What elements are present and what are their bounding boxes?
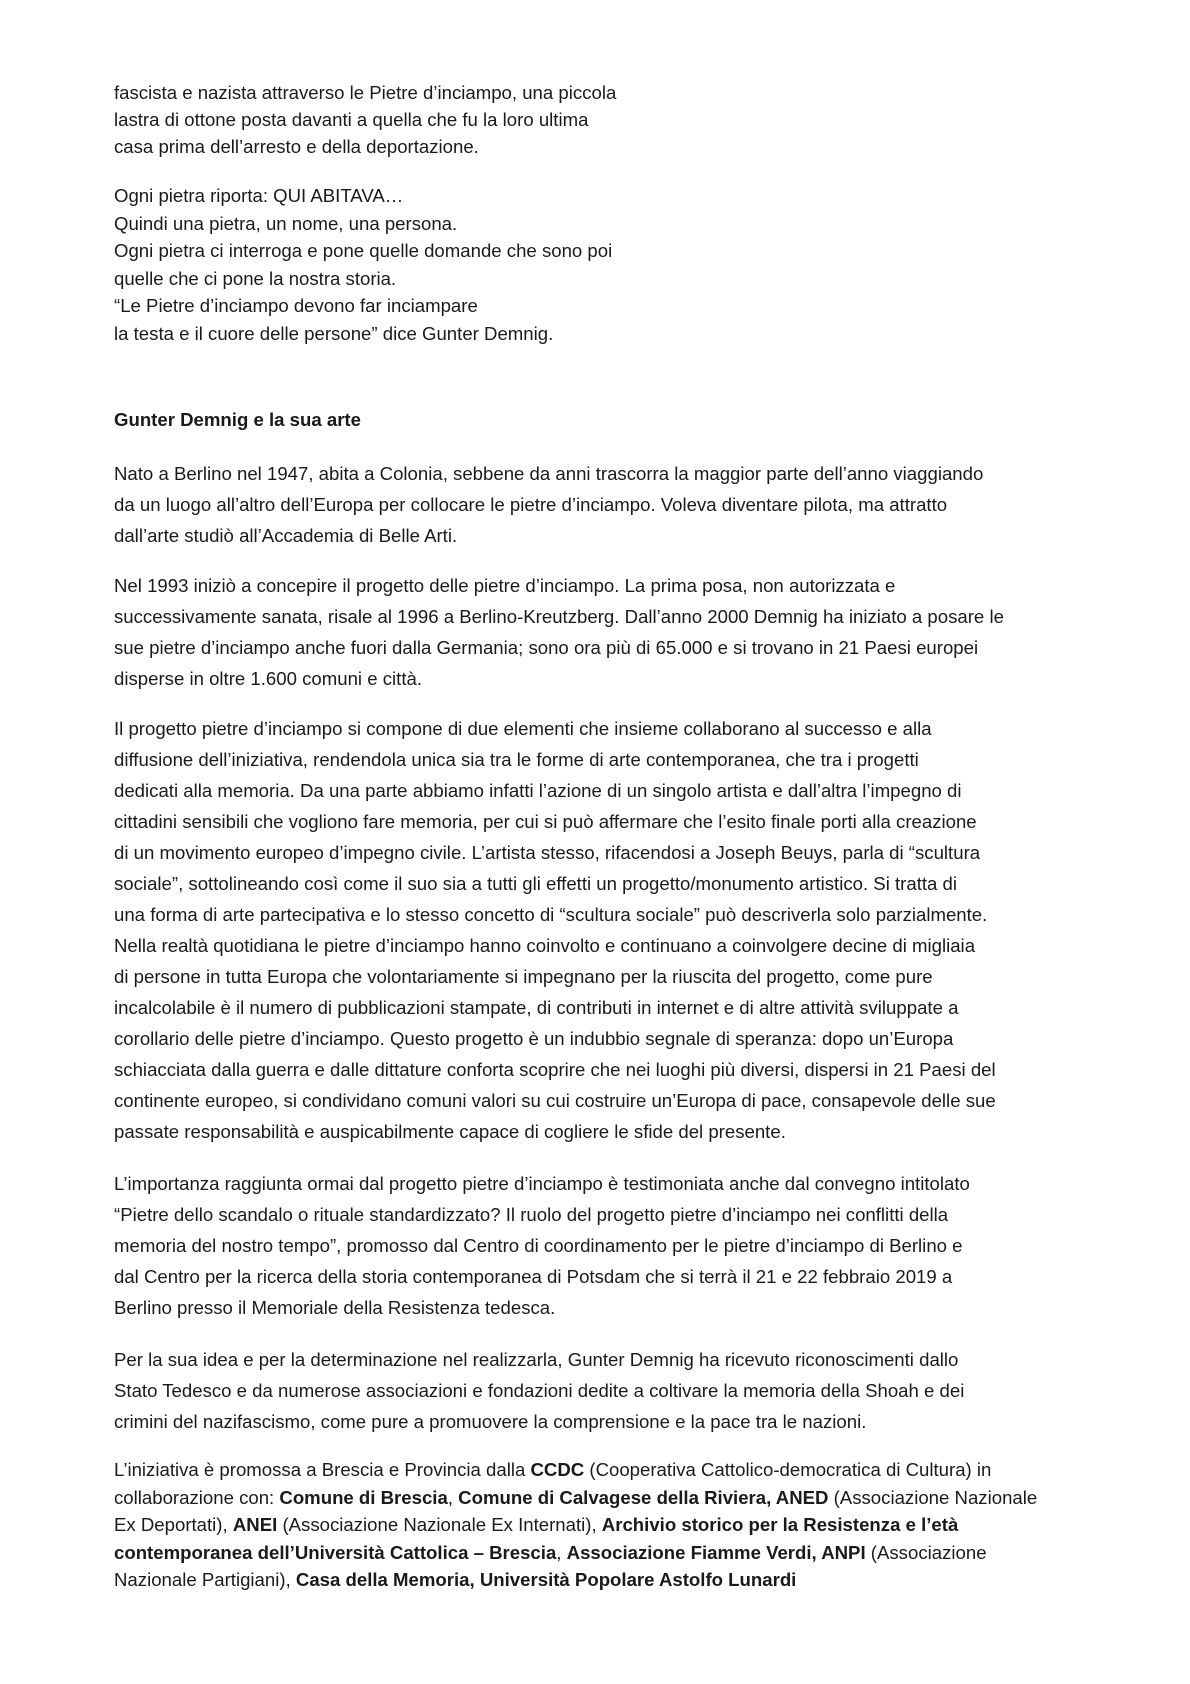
text-line	[114, 1539, 1037, 1567]
text-line: quelle che ci pone la nostra storia.	[114, 267, 397, 289]
text-line: Per la sua idea e per la determinazione nel realizzarla, Gunter Demnig ha ricevuto riconoscimenti dallo	[114, 1349, 959, 1370]
text-line: incalcolabile è il numero di pubblicazioni stampate, di contributi in internet e di altre attività sviluppate a	[114, 997, 959, 1018]
body-paragraph-2	[114, 570, 1004, 694]
organization-name: ANEI	[232, 1514, 278, 1535]
text-line: da un luogo all’altro dell’Europa per collocare le pietre d’inciampo. Voleva diventare pilota, ma attratto	[114, 494, 948, 515]
text-line: di persone in tutta Europa che volontariamente si impegnano per la riuscita del progetto, come pure	[114, 966, 933, 987]
text-line: continente europeo, si condividano comuni valori su cui costruire un’Europa di pace, consapevole delle sue	[114, 1090, 996, 1111]
text-line: dal Centro per la ricerca della storia contemporanea di Potsdam che si terrà il 21 e 22 febbraio 2019 a	[114, 1266, 953, 1287]
body-paragraph-3	[114, 713, 996, 1147]
text-line: la testa e il cuore delle persone” dice Gunter Demnig.	[114, 322, 554, 344]
text-run: Ex Deportati),	[114, 1514, 233, 1535]
organization-name: contemporanea dell’Università Cattolica – Brescia	[114, 1541, 557, 1563]
section-heading: Gunter Demnig e la sua arte	[114, 409, 361, 430]
text-run: (Associazione Nazionale Ex Internati),	[277, 1514, 602, 1535]
organization-name: Comune di Brescia	[279, 1486, 448, 1508]
text-run: L’iniziativa è promossa a Brescia e Provincia dalla	[114, 1459, 531, 1480]
text-line	[114, 1456, 1037, 1484]
intro-paragraph	[114, 79, 616, 160]
text-run: (Cooperativa Cattolico-democratica di Cultura) in	[584, 1459, 992, 1480]
organization-name: Casa della Memoria, Università Popolare Astolfo Lunardi	[295, 1569, 797, 1590]
text-line: “Pietre dello scandalo o rituale standardizzato? Il ruolo del progetto pietre d’inciampo nei conflitti della	[114, 1204, 949, 1225]
text-line	[114, 1484, 1037, 1512]
text-line: crimini del nazifascismo, come pure a promuovere la comprensione e la pace tra le nazioni.	[114, 1411, 867, 1432]
text-line: Nel 1993 iniziò a concepire il progetto delle pietre d’inciampo. La prima posa, non autorizzata e	[114, 575, 896, 596]
text-line: “Le Pietre d’inciampo devono far inciampare	[114, 295, 478, 317]
text-line: di un movimento europeo d’impegno civile. L’artista stesso, rifacendosi a Joseph Beuys, parla di “scultura	[114, 842, 981, 863]
text-line: Nella realtà quotidiana le pietre d’inciampo hanno coinvolto e continuano a coinvolgere decine di migliaia	[114, 935, 976, 956]
text-line: dall’arte studiò all’Accademia di Belle Arti.	[114, 525, 458, 546]
text-line: casa prima dell’arresto e della deportazione.	[114, 136, 479, 157]
text-run: ,	[556, 1541, 567, 1563]
text-line	[114, 1511, 1037, 1539]
text-run: ,	[447, 1486, 459, 1508]
text-line	[114, 1566, 1037, 1594]
text-line: Berlino presso il Memoriale della Resistenza tedesca.	[114, 1297, 556, 1318]
organization-name: Associazione Fiamme Verdi, ANPI	[566, 1541, 866, 1563]
organization-name: Comune di Calvagese della Riviera, ANED	[458, 1486, 829, 1508]
organization-name: CCDC	[530, 1459, 585, 1480]
text-line: schiacciata dalla guerra e dalle dittature conforta scoprire che nei luoghi più diversi, dispersi in 21 Paesi del	[114, 1059, 996, 1080]
text-line: lastra di ottone posta davanti a quella che fu la loro ultima	[114, 109, 589, 130]
text-line: una forma di arte partecipativa e lo stesso concetto di “scultura sociale” può descriverla solo parzialmente.	[114, 904, 988, 925]
text-line: fascista e nazista attraverso le Pietre d’inciampo, una piccola	[114, 82, 617, 103]
text-line: disperse in oltre 1.600 comuni e città.	[114, 668, 422, 689]
body-paragraph-5	[114, 1344, 964, 1437]
organization-name: Archivio storico per la Resistenza e l’età	[601, 1514, 959, 1535]
text-line: diffusione dell’iniziativa, rendendola unica sia tra le forme di arte contemporanea, che tra i progetti	[114, 749, 919, 770]
text-line: L’importanza raggiunta ormai dal progetto pietre d’inciampo è testimoniata anche dal convegno intitolato	[114, 1173, 970, 1194]
promoters-paragraph	[114, 1456, 1037, 1594]
body-paragraph-1	[114, 458, 983, 551]
text-line: sociale”, sottolineando così come il suo sia a tutti gli effetti un progetto/monumento artistico. Si tratta di	[114, 873, 958, 894]
text-line: successivamente sanata, risale al 1996 a Berlino-Kreutzberg. Dall’anno 2000 Demnig ha iniziato a posare le	[114, 606, 1004, 627]
text-run: collaborazione con:	[114, 1486, 280, 1508]
text-line: Quindi una pietra, un nome, una persona.	[114, 212, 458, 234]
text-run: (Associazione	[865, 1541, 987, 1563]
body-paragraph-4	[114, 1168, 970, 1323]
text-line: Stato Tedesco e da numerose associazioni e fondazioni dedite a coltivare la memoria della Shoah e dei	[114, 1380, 965, 1401]
text-line: dedicati alla memoria. Da una parte abbiamo infatti l’azione di un singolo artista e dall’altra l’impegno di	[114, 780, 962, 801]
text-line: Ogni pietra ci interroga e pone quelle domande che sono poi	[114, 240, 613, 262]
text-run: Nazionale Partigiani),	[114, 1569, 296, 1590]
text-line: Ogni pietra riporta: QUI ABITAVA…	[114, 185, 404, 206]
text-line: Il progetto pietre d’inciampo si compone di due elementi che insieme collaborano al successo e alla	[114, 718, 932, 739]
text-line: memoria del nostro tempo”, promosso dal Centro di coordinamento per le pietre d’inciampo di Berlino e	[114, 1235, 963, 1256]
text-line: Nato a Berlino nel 1947, abita a Colonia, sebbene da anni trascorra la maggior parte dell’anno viaggiando	[114, 463, 984, 484]
text-line: passate responsabilità e auspicabilmente capace di cogliere le sfide del presente.	[114, 1121, 786, 1142]
text-line: cittadini sensibili che vogliono fare memoria, per cui si può affermare che l’esito finale porti alla creazione	[114, 811, 977, 832]
text-run: (Associazione Nazionale	[828, 1486, 1038, 1508]
text-line: sue pietre d’inciampo anche fuori dalla Germania; sono ora più di 65.000 e si trovano in 21 Paesi europei	[114, 637, 979, 658]
quote-paragraph	[114, 182, 612, 348]
text-line: corollario delle pietre d’inciampo. Questo progetto è un indubbio segnale di speranza: dopo un’Europa	[114, 1028, 954, 1049]
